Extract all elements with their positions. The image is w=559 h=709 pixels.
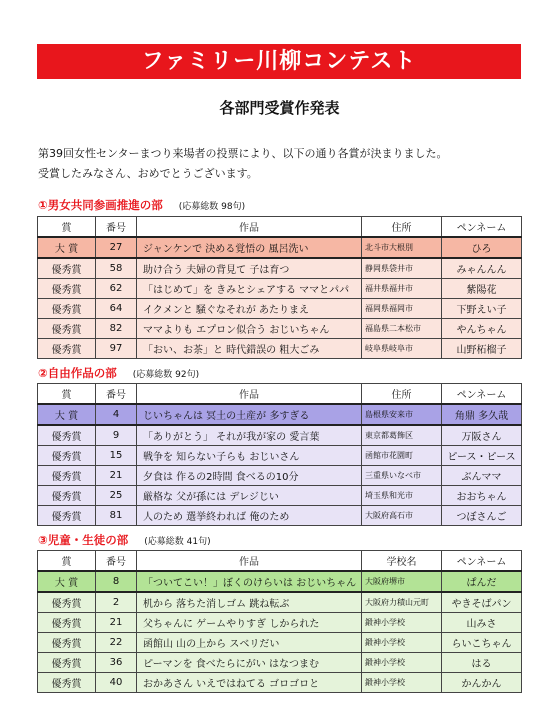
award-cell: 優秀賞 — [38, 425, 96, 446]
address-cell: 岐阜県岐阜市 — [362, 339, 442, 359]
number-cell: 21 — [96, 466, 137, 486]
number-cell: 58 — [96, 258, 137, 279]
column-header: 賞 — [38, 384, 96, 405]
penname-cell: はる — [442, 653, 522, 673]
address-cell: 函館市花園町 — [362, 446, 442, 466]
number-cell: 64 — [96, 299, 137, 319]
column-header: 住所 — [362, 217, 442, 238]
award-cell: 優秀賞 — [38, 319, 96, 339]
section-heading-students — [38, 532, 211, 548]
number-cell: 62 — [96, 279, 137, 299]
work-cell: ママよりも エプロン似合う おじいちゃん — [137, 319, 362, 339]
column-header: 作品 — [137, 384, 362, 405]
address-cell: 東京都葛飾区 — [362, 425, 442, 446]
penname-cell: やきそばパン — [442, 592, 522, 613]
entry-count: (応募総数 41句) — [144, 537, 211, 547]
award-cell: 優秀賞 — [38, 258, 96, 279]
section-heading-gender-equality — [38, 197, 245, 213]
column-header: 学校名 — [362, 551, 442, 572]
section-title: ③児童・生徒の部 — [38, 533, 129, 547]
penname-cell: ぱんだ — [442, 571, 522, 592]
table-row — [38, 571, 522, 592]
award-cell: 優秀賞 — [38, 506, 96, 526]
table-row — [38, 506, 522, 526]
address-cell: 福井県福井市 — [362, 279, 442, 299]
award-cell: 優秀賞 — [38, 633, 96, 653]
penname-cell: 紫陽花 — [442, 279, 522, 299]
table-row — [38, 486, 522, 506]
penname-cell: 角鼎 多久哉 — [442, 404, 522, 425]
number-cell: 40 — [96, 673, 137, 693]
table-row — [38, 653, 522, 673]
work-cell: 父ちゃんに ゲームやりすぎ しかられた — [137, 613, 362, 633]
address-cell: 鍛神小学校 — [362, 653, 442, 673]
awards-table-gender-equality — [37, 216, 522, 359]
intro-line: 受賞したみなさん、おめでとうございます。 — [38, 167, 258, 180]
address-cell: 大阪府堺市 — [362, 571, 442, 592]
address-cell: 鍛神小学校 — [362, 633, 442, 653]
table-header-row — [38, 384, 522, 405]
address-cell: 大阪府高石市 — [362, 506, 442, 526]
table-row — [38, 446, 522, 466]
table-row — [38, 299, 522, 319]
work-cell: おかあさん いえではねてる ゴロゴロと — [137, 673, 362, 693]
work-cell: 函館山 山の上から スベリだい — [137, 633, 362, 653]
work-cell: 「はじめて」を きみとシェアする ママとパパ — [137, 279, 362, 299]
work-cell: 助け合う 夫婦の背見て 子は育つ — [137, 258, 362, 279]
award-cell: 優秀賞 — [38, 339, 96, 359]
column-header: 番号 — [96, 384, 137, 405]
number-cell: 8 — [96, 571, 137, 592]
penname-cell: ぶんママ — [442, 466, 522, 486]
table-row — [38, 237, 522, 258]
award-cell: 優秀賞 — [38, 299, 96, 319]
work-cell: 夕食は 作るの2時間 食べるの10分 — [137, 466, 362, 486]
address-cell: 大阪府力積山元町 — [362, 592, 442, 613]
page-title: ファミリー川柳コンテスト — [37, 44, 521, 79]
column-header: 賞 — [38, 551, 96, 572]
awards-table-free-works — [37, 383, 522, 526]
penname-cell: らいこちゃん — [442, 633, 522, 653]
number-cell: 36 — [96, 653, 137, 673]
awards-table-students — [37, 550, 522, 693]
work-cell: ピーマンを 食べたらにがい はなつまむ — [137, 653, 362, 673]
number-cell: 27 — [96, 237, 137, 258]
work-cell: 人のため 選挙終われば 俺のため — [137, 506, 362, 526]
address-cell: 静岡県袋井市 — [362, 258, 442, 279]
work-cell: 「ありがとう」 それが我が家の 愛言葉 — [137, 425, 362, 446]
award-cell: 優秀賞 — [38, 279, 96, 299]
entry-count: (応募総数 92句) — [132, 370, 200, 380]
address-cell: 島根県安来市 — [362, 404, 442, 425]
work-cell: 厳格な 父が孫には デレジじい — [137, 486, 362, 506]
column-header: 賞 — [38, 217, 96, 238]
penname-cell: 山みさ — [442, 613, 522, 633]
penname-cell: ひろ — [442, 237, 522, 258]
address-cell: 鍛神小学校 — [362, 613, 442, 633]
penname-cell: 山野柘榴子 — [442, 339, 522, 359]
work-cell: 「おい、お茶」と 時代錯誤の 粗大ごみ — [137, 339, 362, 359]
table-row — [38, 258, 522, 279]
column-header: 作品 — [137, 551, 362, 572]
column-header: ペンネーム — [442, 217, 522, 238]
table-row — [38, 466, 522, 486]
work-cell: じいちゃんは 冥土の土産が 多すぎる — [137, 404, 362, 425]
address-cell: 福島県二本松市 — [362, 319, 442, 339]
penname-cell: かんかん — [442, 673, 522, 693]
section-heading-free-works — [38, 365, 199, 381]
number-cell: 21 — [96, 613, 137, 633]
number-cell: 82 — [96, 319, 137, 339]
award-cell: 優秀賞 — [38, 613, 96, 633]
table-row — [38, 425, 522, 446]
number-cell: 15 — [96, 446, 137, 466]
number-cell: 81 — [96, 506, 137, 526]
column-header: 住所 — [362, 384, 442, 405]
penname-cell: つぼさんご — [442, 506, 522, 526]
penname-cell: みゃんんん — [442, 258, 522, 279]
table-header-row — [38, 551, 522, 572]
number-cell: 22 — [96, 633, 137, 653]
work-cell: イクメンと 騒ぐなそれが あたりまえ — [137, 299, 362, 319]
award-cell: 大 賞 — [38, 571, 96, 592]
penname-cell: おおちゃん — [442, 486, 522, 506]
table-row — [38, 339, 522, 359]
award-cell: 大 賞 — [38, 404, 96, 425]
section-title: ②自由作品の部 — [38, 366, 117, 380]
page-subtitle: 各部門受賞作発表 — [219, 99, 340, 117]
award-cell: 優秀賞 — [38, 486, 96, 506]
award-cell: 優秀賞 — [38, 466, 96, 486]
award-cell: 優秀賞 — [38, 446, 96, 466]
column-header: 作品 — [137, 217, 362, 238]
column-header: 番号 — [96, 551, 137, 572]
award-cell: 優秀賞 — [38, 673, 96, 693]
penname-cell: ピース・ピース — [442, 446, 522, 466]
column-header: ペンネーム — [442, 384, 522, 405]
number-cell: 97 — [96, 339, 137, 359]
address-cell: 三重県いなべ市 — [362, 466, 442, 486]
work-cell: ジャンケンで 決める覚悟の 風呂洗い — [137, 237, 362, 258]
table-header-row — [38, 217, 522, 238]
table-row — [38, 319, 522, 339]
table-row — [38, 613, 522, 633]
work-cell: 机から 落ちた消しゴム 跳ね転ぶ — [137, 592, 362, 613]
table-row — [38, 633, 522, 653]
table-row — [38, 673, 522, 693]
work-cell: 「ついてこい！」ぼくのけらいは おじいちゃん — [137, 571, 362, 592]
award-cell: 大 賞 — [38, 237, 96, 258]
award-cell: 優秀賞 — [38, 592, 96, 613]
number-cell: 9 — [96, 425, 137, 446]
work-cell: 戦争を 知らない子らも おじいさん — [137, 446, 362, 466]
number-cell: 4 — [96, 404, 137, 425]
award-cell: 優秀賞 — [38, 653, 96, 673]
column-header: ペンネーム — [442, 551, 522, 572]
table-row — [38, 592, 522, 613]
address-cell: 北斗市大根別 — [362, 237, 442, 258]
penname-cell: 下野えい子 — [442, 299, 522, 319]
number-cell: 25 — [96, 486, 137, 506]
intro-line: 第39回女性センターまつり来場者の投票により、以下の通り各賞が決まりました。 — [38, 147, 448, 160]
address-cell: 鍛神小学校 — [362, 673, 442, 693]
section-title: ①男女共同参画推進の部 — [38, 198, 163, 212]
address-cell: 埼玉県和光市 — [362, 486, 442, 506]
penname-cell: 万阪さん — [442, 425, 522, 446]
intro-text — [38, 144, 538, 184]
address-cell: 福岡県福岡市 — [362, 299, 442, 319]
number-cell: 2 — [96, 592, 137, 613]
column-header: 番号 — [96, 217, 137, 238]
entry-count: (応募総数 98句) — [178, 202, 246, 212]
table-row — [38, 279, 522, 299]
penname-cell: やんちゃん — [442, 319, 522, 339]
table-row — [38, 404, 522, 425]
